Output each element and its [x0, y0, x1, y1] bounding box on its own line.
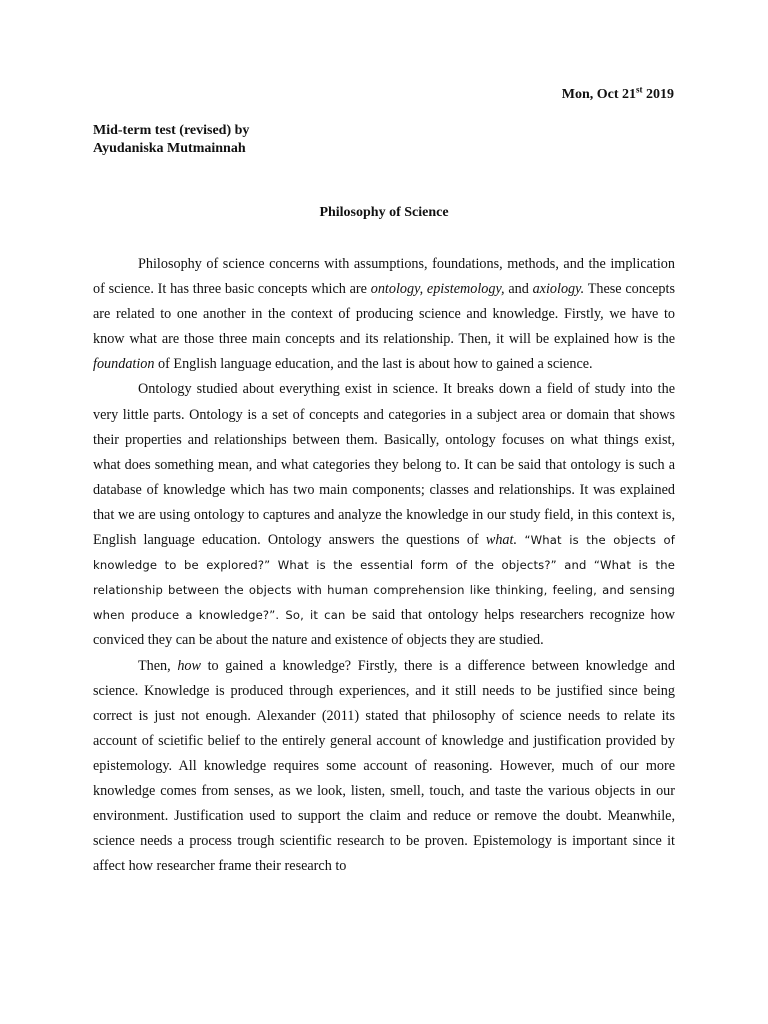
date-year: 2019 [642, 87, 674, 102]
text-run: Philosophy of science concerns with assumptions, foundations, methods, and the implication of science. It has three basic concepts which are [93, 256, 675, 298]
text-run: and [504, 281, 533, 298]
document-header [93, 122, 249, 158]
italic-text-run: how [177, 657, 201, 674]
text-run: “What is the objects of knowledge to be explored?” What is the essential form of the objects?” and “What is the relationship between the objects with human comprehension like thinking, feeling, and sensing when produce a knowledge?”. So, it can be [93, 533, 675, 623]
paragraph-ontology [93, 377, 675, 653]
date-ordinal-suffix: st [636, 84, 643, 95]
text-run: These concepts are related to one another in the context of producing science and knowledge. Firstly, we have to know what are those three main concepts and its relationship. Then, it will be explained how is the [93, 281, 675, 348]
text-run: Then, [138, 657, 178, 674]
document-body [93, 252, 675, 879]
document-title: Philosophy of Science [319, 205, 449, 220]
italic-text-run: ontology, epistemology, [370, 281, 505, 298]
italic-text-run: foundation [93, 356, 155, 373]
italic-text-run: what. [485, 532, 518, 549]
author-name: Ayudaniska Mutmainnah [93, 141, 246, 156]
paragraph-intro [93, 252, 675, 377]
paragraph-epistemology [93, 654, 675, 880]
italic-text-run: axiology. [532, 281, 585, 298]
document-date [561, 84, 674, 103]
test-label: Mid-term test (revised) by [93, 123, 250, 138]
text-run: to gained a knowledge? Firstly, there is a difference between knowledge and science. Knowledge is produced through experiences, and it still needs to be justified since being correct is just not enough. Alexander (2011) stated that philosophy of science needs to relate its account of scietific belief to the entirely general account of knowledge and justification provided by epistemology. All knowledge requires some account of reasoning. However, much of our more knowledge comes from senses, as we look, listen, smell, touch, and taste the various objects in our environment. Justification used to support the claim and reduce or remove the doubt. Meanwhile, science needs a process trough scientific research to be proven. Epistemology is important since it affect how researcher frame their research to [93, 657, 675, 875]
date-text: Mon, Oct 21 [561, 87, 636, 102]
text-run: of English language education, and the last is about how to gained a science. [154, 356, 593, 373]
text-run: said that ontology helps researchers recognize how conviced they can be about the nature and existence of objects they are studied. [93, 607, 675, 649]
text-run: Ontology studied about everything exist in science. It breaks down a field of study into the very little parts. Ontology is a set of concepts and categories in a subject area or domain that shows their properties and relationships between them. Basically, ontology focuses on what things exist, what does something mean, and what categories they belong to. It can be said that ontology is such a database of knowledge which has two main components; classes and relationships. It was explained that we are using ontology to captures and analyze the knowledge in our study field, in this context is, English language education. Ontology answers the questions of [93, 381, 675, 549]
